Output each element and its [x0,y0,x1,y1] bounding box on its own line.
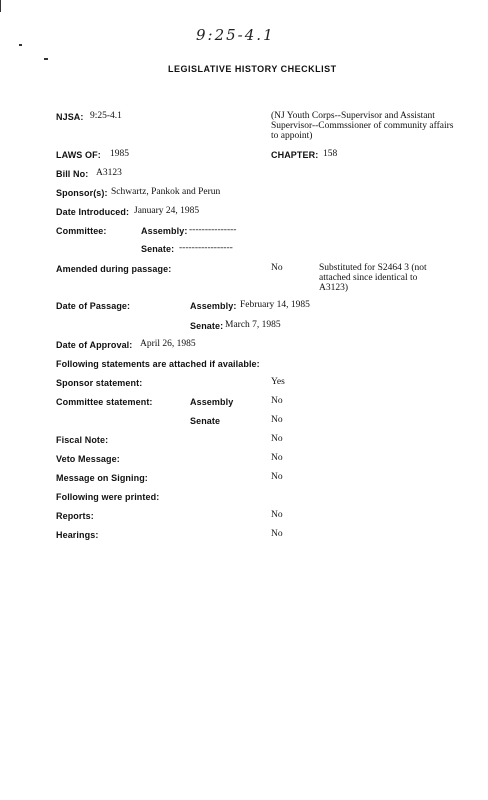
passage-label: Date of Passage: [56,301,131,311]
veto-message-label: Veto Message: [56,454,120,464]
fiscal-note-value: No [271,434,283,444]
passage-assembly-value: February 14, 1985 [240,300,310,310]
bill-no-value: A3123 [96,168,122,178]
committee-statement-senate-value: No [271,415,283,425]
reports-label: Reports: [56,511,94,521]
scan-mark [0,0,1,12]
njsa-label: NJSA: [56,112,84,122]
committee-senate-value: ----------------- [179,243,233,253]
page-title: LEGISLATIVE HISTORY CHECKLIST [168,64,337,74]
committee-assembly-label: Assembly: [141,226,188,236]
njsa-value: 9:25-4.1 [90,111,122,121]
hearings-value: No [271,529,283,539]
handwritten-citation: 9:25-4.1 [196,26,275,44]
committee-statement-assembly-label: Assembly [190,397,234,407]
sponsor-statement-value: Yes [271,377,285,387]
committee-senate-label: Senate: [141,244,175,254]
committee-label: Committee: [56,226,107,236]
committee-statement-label: Committee statement: [56,397,153,407]
bill-no-label: Bill No: [56,169,89,179]
veto-message-value: No [271,453,283,463]
approval-label: Date of Approval: [56,340,133,350]
scan-mark [19,44,22,46]
date-introduced-label: Date Introduced: [56,207,130,217]
scan-mark [44,58,48,60]
message-on-signing-value: No [271,472,283,482]
sponsor-statement-label: Sponsor statement: [56,378,143,388]
bill-description: (NJ Youth Corps--Supervisor and Assistant Supervisor--Commssioner of community affairs to appoint) [271,111,454,141]
laws-of-value: 1985 [110,149,129,159]
laws-of-label: LAWS OF: [56,150,101,160]
sponsors-value: Schwartz, Pankok and Perun [111,187,221,197]
amended-label: Amended during passage: [56,264,172,274]
amended-value: No [271,263,283,273]
reports-value: No [271,510,283,520]
committee-assembly-value: --------------- [189,225,237,235]
committee-statement-senate-label: Senate [190,416,221,426]
chapter-label: CHAPTER: [271,150,319,160]
amended-note: Substituted for S2464 3 (not attached since identical to A3123) [319,263,427,293]
hearings-label: Hearings: [56,530,99,540]
sponsors-label: Sponsor(s): [56,188,108,198]
passage-senate-label: Senate: [190,321,224,331]
date-introduced-value: January 24, 1985 [134,206,200,216]
committee-statement-assembly-value: No [271,396,283,406]
chapter-value: 158 [323,149,338,159]
approval-value: April 26, 1985 [140,339,196,349]
fiscal-note-label: Fiscal Note: [56,435,109,445]
passage-assembly-label: Assembly: [190,301,237,311]
printed-heading: Following were printed: [56,492,160,502]
attached-heading: Following statements are attached if available: [56,359,260,369]
message-on-signing-label: Message on Signing: [56,473,148,483]
passage-senate-value: March 7, 1985 [225,320,281,330]
